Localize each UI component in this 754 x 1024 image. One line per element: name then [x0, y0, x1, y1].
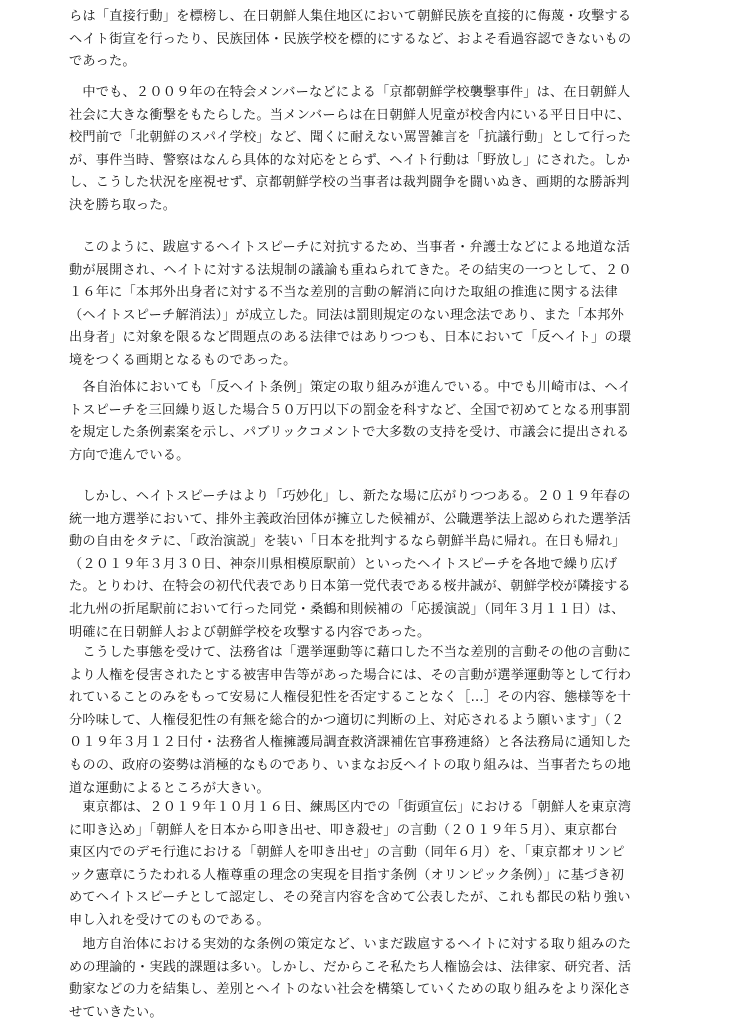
paragraph-4: 各自治体においても「反ヘイト条例」策定の取り組みが進んでいる。中でも川崎市は、ヘイ トスピーチを三回繰り返した場合５０万円以下の罰金を科すなど、全国で初めてとなる刑事罰 を規定した条例素案を示し、パブリックコメントで大多数の支持を受け、市議会に提出される 方向で進んでいる。	[69, 380, 632, 463]
paragraph-7: 東京都は、２０１９年１０月１６日、練馬区内での「街頭宣伝」における「朝鮮人を東京湾 に叩き込め」「朝鮮人を日本から叩き出せ、叩き殺せ」の言動（２０１９年５月）、東京都台 東区内でのデモ行進における「朝鮮人を叩き出せ」の言動（同年６月）を、「東京都オリンピ ック憲章にうたわれる人権尊重の理念の実現を目指す条例（オリンピック条例）」に基づき初 めてヘイトスピーチとして認定し、その発言内容を含めて公表したが、これも都民の粘り強い 申し入れを受けてのものである。	[69, 800, 632, 928]
paragraph-5: しかし、ヘイトスピーチはより「巧妙化」し、新たな場に広がりつつある。２０１９年春の 統一地方選挙において、排外主義政治団体が擁立した候補が、公職選挙法上認められた選挙活 動の自由をタテに、「政治演説」を装い「日本を批判するなら朝鮮半島に帰れ。在日も帰れ」 （２０１９年３月３０日、神奈川県相模原駅前）といったヘイトスピーチを各地で繰り広げ た。とりわけ、在特会の初代代表であり日本第一党代表である桜井誠が、朝鮮学校が隣接する 北九州の折尾駅前において行った同党・桑鶴和則候補の「応援演説」（同年３月１１日）は、 明確に在日朝鮮人および朝鮮学校を攻撃する内容であった。	[69, 489, 632, 640]
paragraph-8: 地方自治体における実効的な条例の策定など、いまだ跋扈するヘイトに対する取り組みのた めの理論的・実践的課題は多い。しかし、だからこそ私たち人権協会は、法律家、研究者、活 動家などの力を結集し、差別とヘイトのない社会を構築していくための取り組みをより深化さ せていきたい。	[69, 937, 632, 1020]
paragraph-6: こうした事態を受けて、法務省は「選挙運動等に藉口した不当な差別的言動その他の言動に より人権を侵害されたとする被害申告等があった場合には、その言動が選挙運動等として行わ れていることのみをもって安易に人権侵犯性を否定することなく［...］その内容、態様等を十 分吟味して、人権侵犯性の有無を総合的かつ適切に判断の上、対応されるよう願います」（２ ０１９年３月１２日付・法務省人権擁護局調査救済課補佐官事務連絡）と各法務局に通知した ものの、政府の姿勢は消極的なものであり、いまなお反ヘイトの取り組みは、当事者たちの地 道な運動によるところが大きい。	[69, 645, 632, 796]
paragraph-2: 中でも、２００９年の在特会メンバーなどによる「京都朝鮮学校襲撃事件」は、在日朝鮮人 社会に大きな衝撃をもたらした。当メンバーらは在日朝鮮人児童が校舎内にいる平日日中に、 校門前で「北朝鮮のスパイ学校」など、聞くに耐えない罵詈雑言を「抗議行動」として行った が、事件当時、警察はなんら具体的な対応をとらず、ヘイト行動は「野放し」にされた。しか し、こうした状況を座視せず、京都朝鮮学校の当事者は裁判闘争を闘いぬき、画期的な勝訴判 決を勝ち取った。	[69, 85, 632, 213]
paragraph-1: らは「直接行動」を標榜し、在日朝鮮人集住地区において朝鮮民族を直接的に侮蔑・攻撃する ヘイト街宣を行ったり、民族団体・民族学校を標的にするなど、およそ看過容認できないもの であった。	[69, 9, 632, 70]
paragraph-3: このように、跋扈するヘイトスピーチに対抗するため、当事者・弁護士などによる地道な活 動が展開され、ヘイトに対する法規制の議論も重ねられてきた。その結実の一つとして、２０ １６年に「本邦外出身者に対する不当な差別的言動の解消に向けた取組の推進に関する法律 （ヘイトスピーチ解消法）」が成立した。同法は罰則規定のない理念法であり、また「本邦外 出身者」に対象を限るなど問題点のある法律ではありつつも、日本において「反ヘイト」の環 境をつくる画期となるものであった。	[69, 240, 632, 368]
